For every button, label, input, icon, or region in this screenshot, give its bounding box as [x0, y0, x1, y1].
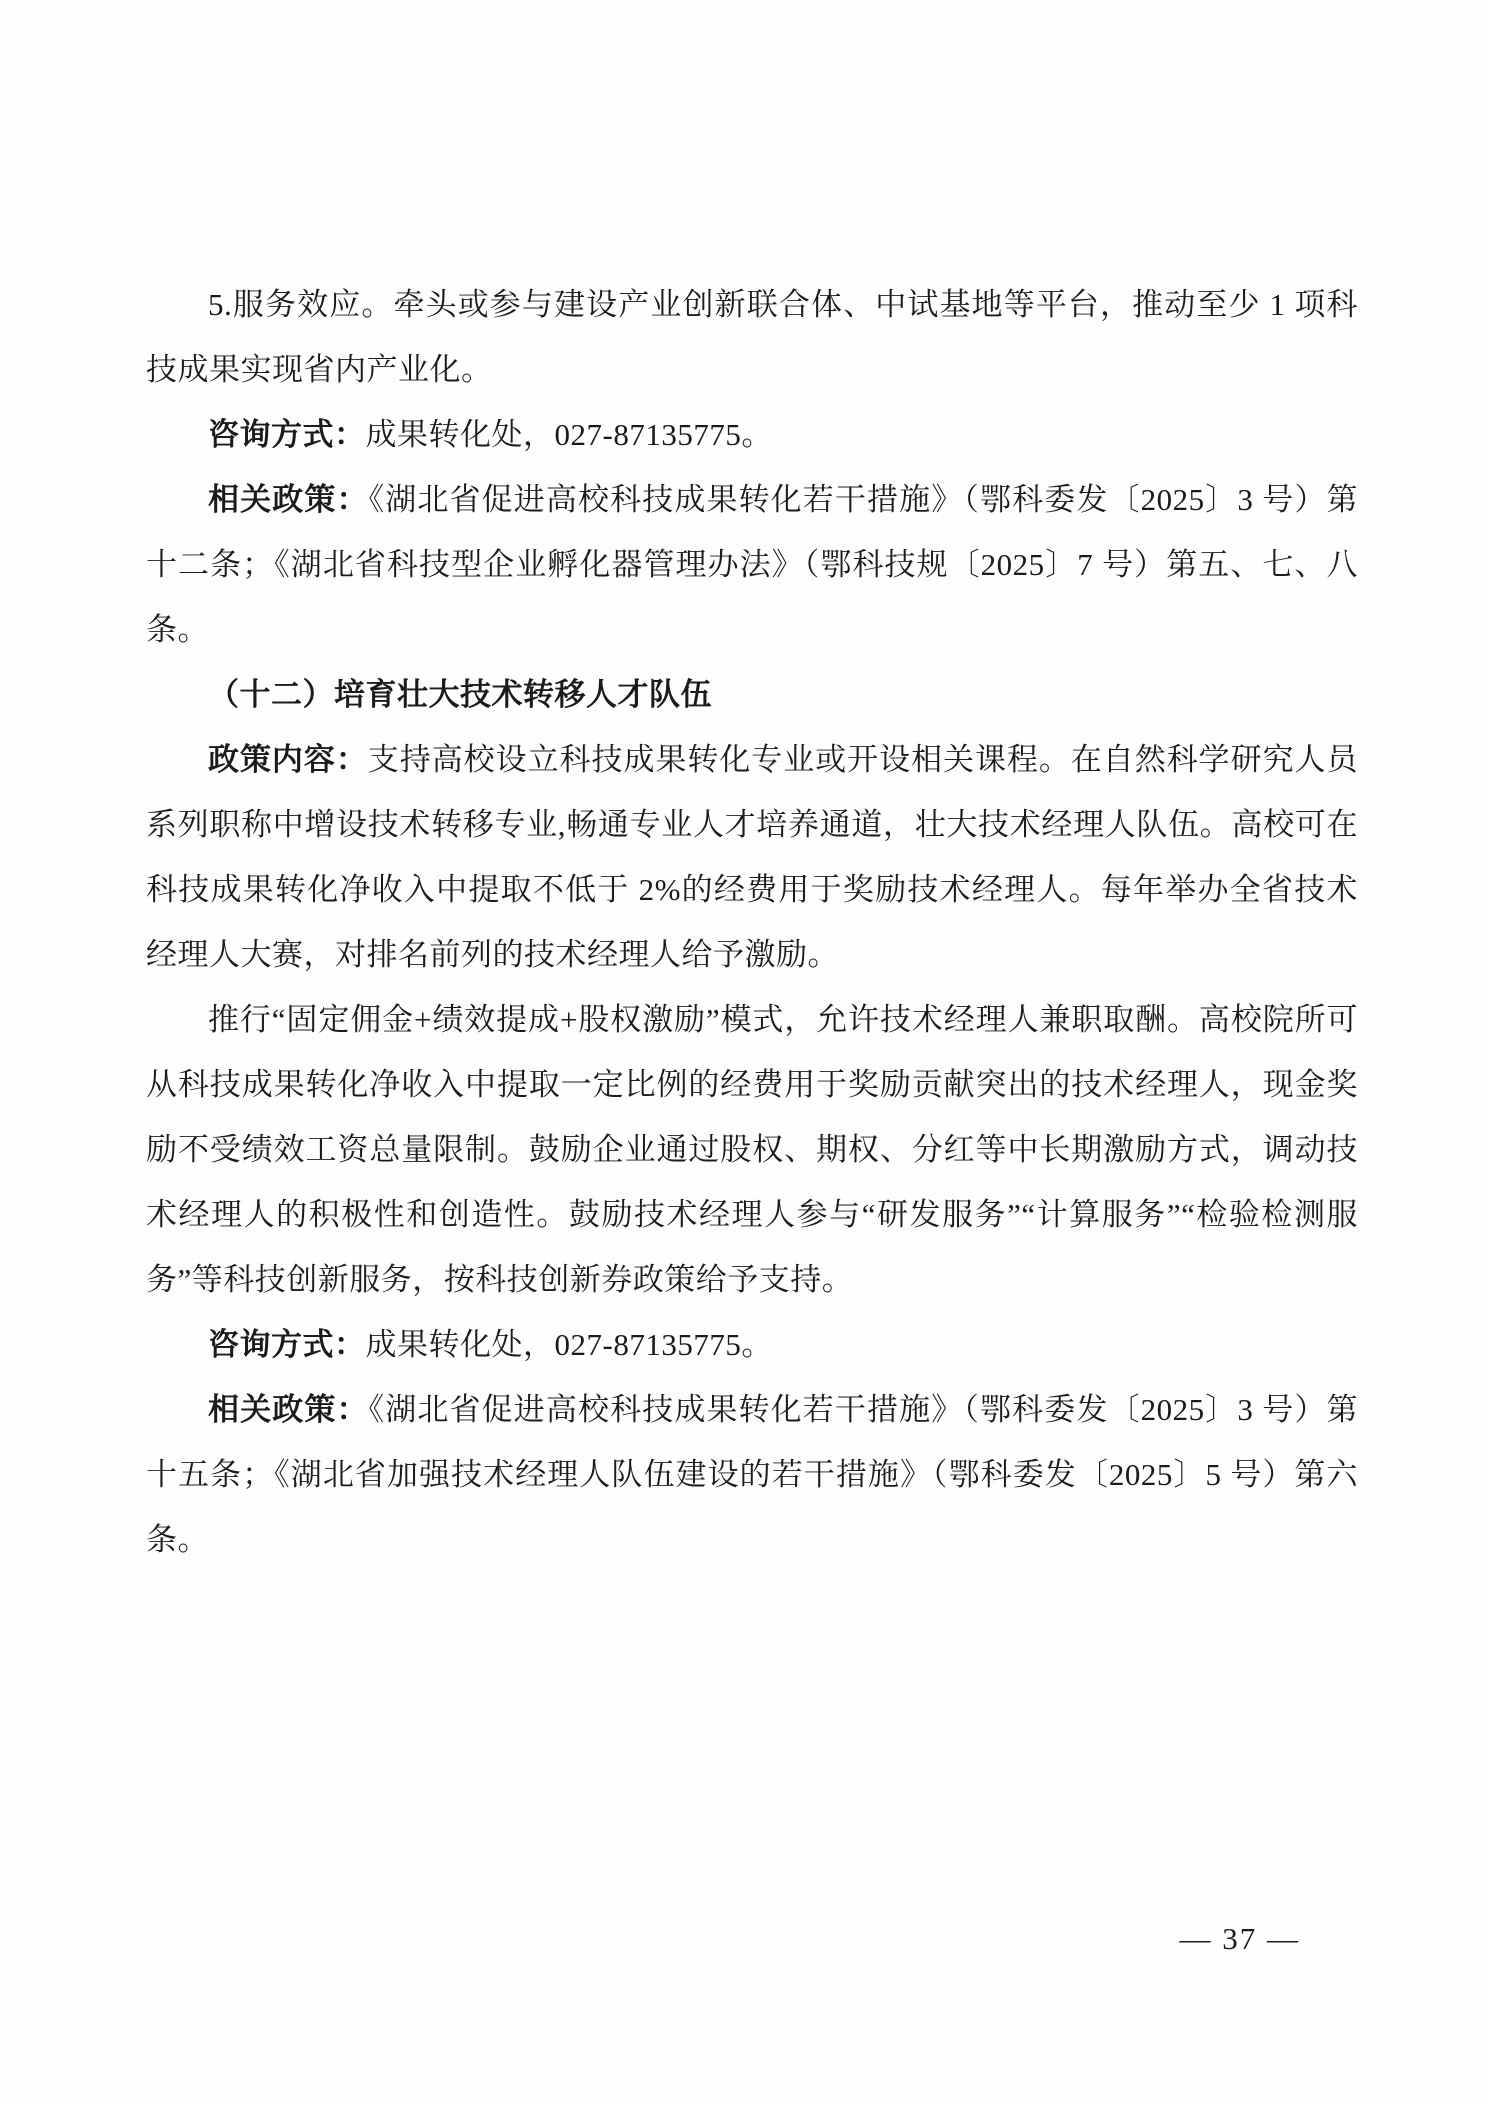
paragraph-related-policy-2 [146, 1377, 1358, 1572]
section-heading-12 [146, 662, 1358, 727]
paragraph-text: 成果转化处，027-87135775。 [365, 1327, 773, 1362]
paragraph-policy-content [146, 727, 1358, 987]
paragraph-label: 咨询方式： [208, 417, 366, 452]
paragraph-related-policy-1 [146, 467, 1358, 662]
document-body [146, 272, 1358, 1572]
paragraph-text: 《湖北省促进高校科技成果转化若干措施》（鄂科委发〔2025〕3 号）第十五条；《湖北省加强技术经理人队伍建设的若干措施》（鄂科委发〔2025〕5 号）第六条。 [146, 1392, 1358, 1557]
paragraph-label: 相关政策： [208, 482, 369, 517]
paragraph-service-effect [146, 272, 1358, 402]
paragraph-contact-1 [146, 402, 1358, 467]
paragraph-incentive-model [146, 987, 1358, 1312]
paragraph-contact-2 [146, 1312, 1358, 1377]
paragraph-text: 《湖北省促进高校科技成果转化若干措施》（鄂科委发〔2025〕3 号）第十二条；《湖北省科技型企业孵化器管理办法》（鄂科技规〔2025〕7 号）第五、七、八条。 [146, 482, 1358, 647]
page-number: — 37 — [1179, 1921, 1300, 1956]
paragraph-text: 支持高校设立科技成果转化专业或开设相关课程。在自然科学研究人员系列职称中增设技术转移专业,畅通专业人才培养通道，壮大技术经理人队伍。高校可在科技成果转化净收入中提取不低于 2%的经费用于奖励技术经理人。每年举办全省技术经理人大赛，对排名前列的技术经理人给予激励。 [146, 742, 1359, 972]
paragraph-text: 成果转化处，027-87135775。 [365, 417, 773, 452]
paragraph-text: 5.服务效应。牵头或参与建设产业创新联合体、中试基地等平台，推动至少 1 项科技成果实现省内产业化。 [146, 287, 1358, 387]
paragraph-label: 政策内容： [208, 742, 368, 777]
paragraph-text: 推行“固定佣金+绩效提成+股权激励”模式，允许技术经理人兼职取酬。高校院所可从科技成果转化净收入中提取一定比例的经费用于奖励贡献突出的技术经理人，现金奖励不受绩效工资总量限制。鼓励企业通过股权、期权、分红等中长期激励方式，调动技术经理人的积极性和创造性。鼓励技术经理人参与“研发服务”“计算服务”“检验检测服务”等科技创新服务，按科技创新券政策给予支持。 [146, 1002, 1358, 1297]
paragraph-label: 咨询方式： [208, 1327, 366, 1362]
paragraph-label: 相关政策： [208, 1392, 369, 1427]
paragraph-text: （十二）培育壮大技术转移人才队伍 [208, 677, 712, 712]
